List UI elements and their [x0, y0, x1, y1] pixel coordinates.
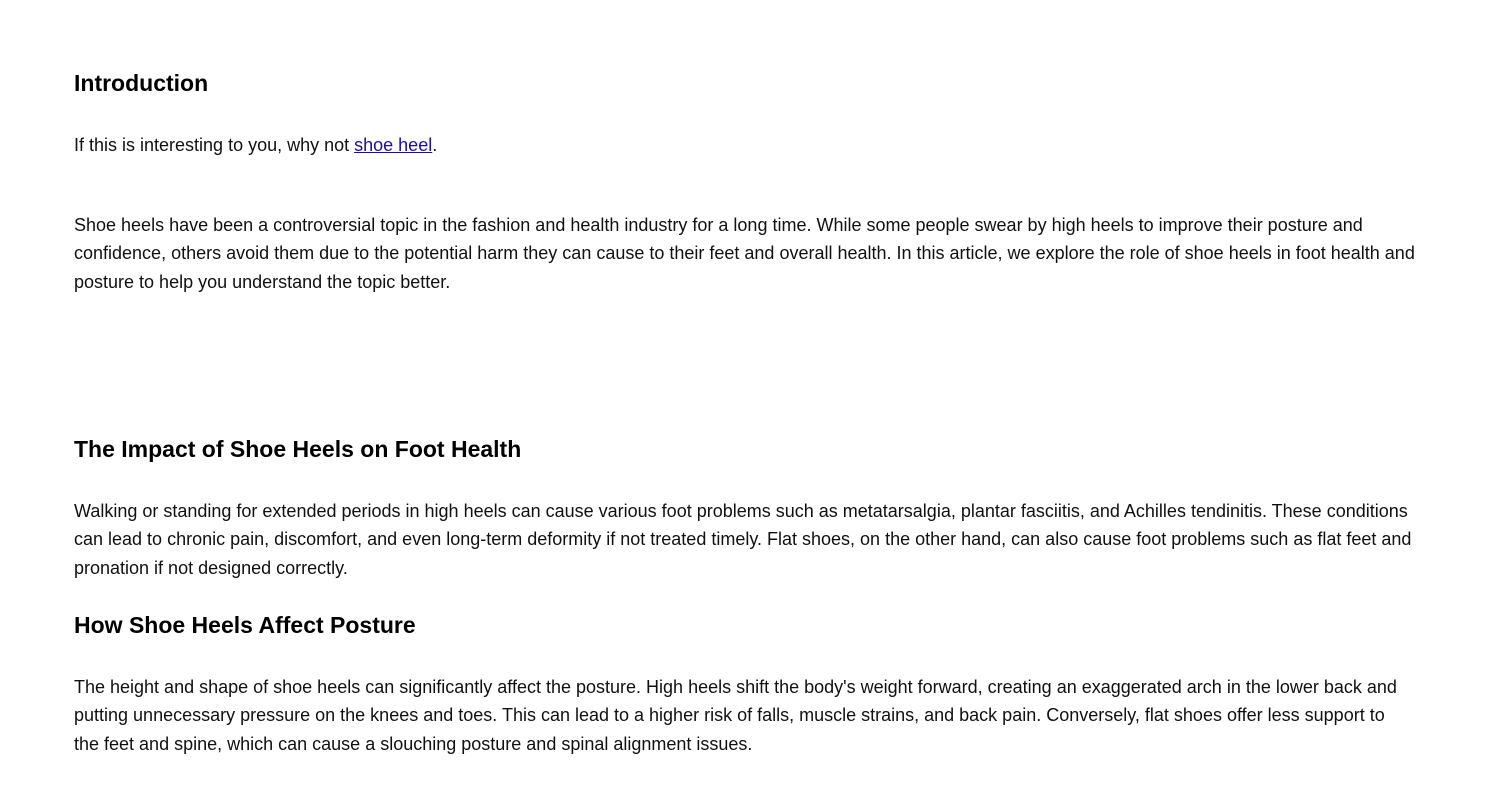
introduction-paragraph: Shoe heels have been a controversial topic in the fashion and health industry for a long time. While some people swear by high heels to improve their posture and confidence, others avoid them due to the potential harm they can cause to their feet and overall health. In this article, we explore the role of shoe heels in foot health and posture to help you understand the topic better.: [74, 215, 1415, 292]
foot-health-heading: The Impact of Shoe Heels on Foot Health: [74, 436, 522, 462]
posture-heading: How Shoe Heels Affect Posture: [74, 612, 416, 638]
shoe-heel-link[interactable]: shoe heel: [354, 135, 433, 155]
lead-suffix-text: .: [432, 135, 438, 155]
introduction-lead: [74, 131, 437, 159]
foot-health-paragraph: Walking or standing for extended periods in high heels can cause various foot problems such as metatarsalgia, plantar fasciitis, and Achilles tendinitis. These conditions can lead to chronic pain, discomfort, and even long-term deformity if not treated timely. Flat shoes, on the other hand, can also cause foot problems such as flat feet and pronation if not designed correctly.: [74, 501, 1412, 578]
posture-paragraph: The height and shape of shoe heels can significantly affect the posture. High heels shift the body's weight forward, creating an exaggerated arch in the lower back and putting unnecessary pressure on the knees and toes. This can lead to a higher risk of falls, muscle strains, and back pain. Conversely, flat shoes offer less support to the feet and spine, which can cause a slouching posture and spinal alignment issues.: [74, 677, 1397, 754]
lead-prefix-text: If this is interesting to you, why not: [74, 135, 355, 155]
introduction-heading: Introduction: [74, 70, 209, 96]
